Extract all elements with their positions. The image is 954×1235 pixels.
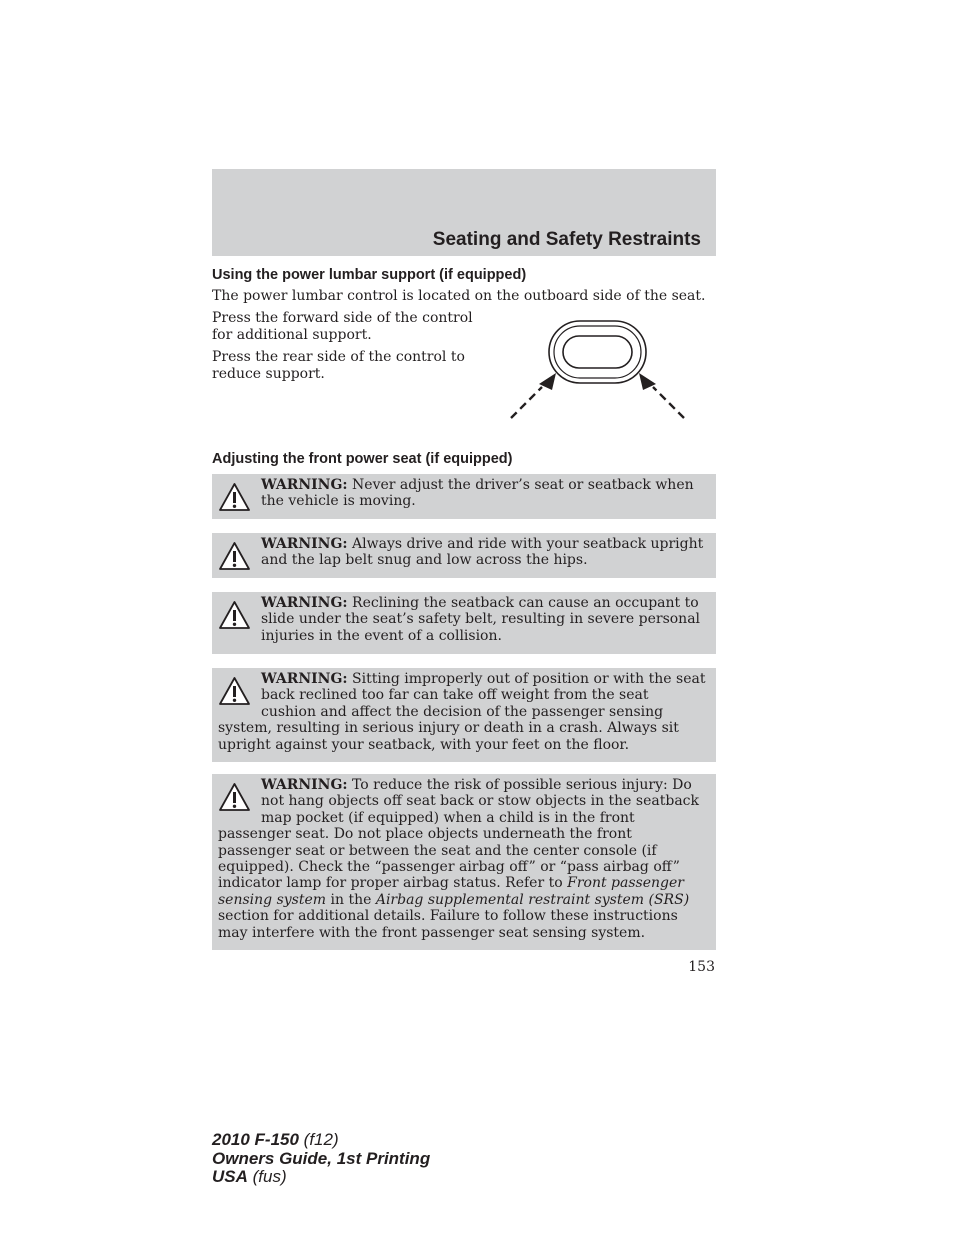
warning-label: WARNING: bbox=[261, 477, 348, 493]
warning-text: Never adjust the driver’s seat or seatback when the vehicle is moving. bbox=[261, 477, 694, 510]
page-number: 153 bbox=[688, 959, 715, 975]
cross-reference: Airbag supplemental restraint system (SRS) bbox=[375, 891, 690, 908]
warning-box bbox=[212, 668, 716, 762]
warning-box bbox=[212, 533, 716, 578]
warning-text: in the bbox=[326, 891, 376, 908]
warning-label: WARNING: bbox=[261, 536, 348, 552]
warning-label: WARNING: bbox=[261, 671, 348, 687]
warning-text: Sitting improperly out of position or with the seat back reclined too far can take off weight from the seat cushion and affect the decision of the passenger sensing system, resulting in serious injury or death in a crash. Always sit upright against your seatback, with your feet on the floor. bbox=[218, 671, 706, 753]
warning-triangle-icon bbox=[218, 600, 251, 630]
lumbar-rear-text: Press the rear side of the control to reduce support. bbox=[212, 349, 465, 382]
warning-triangle-icon bbox=[218, 541, 251, 571]
lumbar-forward-text: Press the forward side of the control for additional support. bbox=[212, 310, 473, 343]
document-footer bbox=[212, 1131, 430, 1187]
warning-text: Reclining the seatback can cause an occupant to slide under the seat’s safety belt, resulting in severe personal injuries in the event of a collision. bbox=[261, 595, 701, 644]
warning-box bbox=[212, 592, 716, 654]
section-header-band bbox=[212, 169, 716, 256]
footer-edition: Owners Guide, 1st Printing bbox=[212, 1148, 431, 1168]
power-seat-heading: Adjusting the front power seat (if equipped) bbox=[212, 451, 513, 467]
cross-reference: Front passenger sensing system bbox=[218, 875, 684, 908]
footer-model: 2010 F-150 bbox=[212, 1130, 299, 1149]
warning-box bbox=[212, 774, 716, 950]
footer-market: USA bbox=[212, 1167, 248, 1186]
warning-text: Always drive and ride with your seatback upright and the lap belt snug and low across the hips. bbox=[261, 536, 704, 569]
section-title: Seating and Safety Restraints bbox=[432, 229, 701, 250]
lumbar-heading: Using the power lumbar support (if equipped) bbox=[212, 267, 527, 283]
warning-triangle-icon bbox=[218, 782, 251, 812]
warning-label: WARNING: bbox=[261, 777, 348, 793]
warning-text: section for additional details. Failure to follow these instructions may interfere with the front passenger seat sensing system. bbox=[218, 908, 678, 941]
lumbar-control-icon bbox=[500, 316, 695, 424]
warning-triangle-icon bbox=[218, 482, 251, 512]
warning-text: To reduce the risk of possible serious injury: Do not hang objects off seat back or stow objects in the seatback map pocket (if equipped) when a child is in the front passenger seat. Do not place objects underneath the front passenger seat or between the seat and the center console (if equipped). Check the “passenger airbag off” or “pass airbag off” indicator lamp for proper airbag status. Refer to bbox=[218, 777, 699, 892]
warning-triangle-icon bbox=[218, 676, 251, 706]
footer-model-code: (f12) bbox=[298, 1130, 339, 1149]
lumbar-intro: The power lumbar control is located on the outboard side of the seat. bbox=[212, 288, 706, 304]
warning-box bbox=[212, 474, 716, 519]
footer-market-code: (fus) bbox=[247, 1167, 287, 1186]
warning-label: WARNING: bbox=[261, 595, 348, 611]
